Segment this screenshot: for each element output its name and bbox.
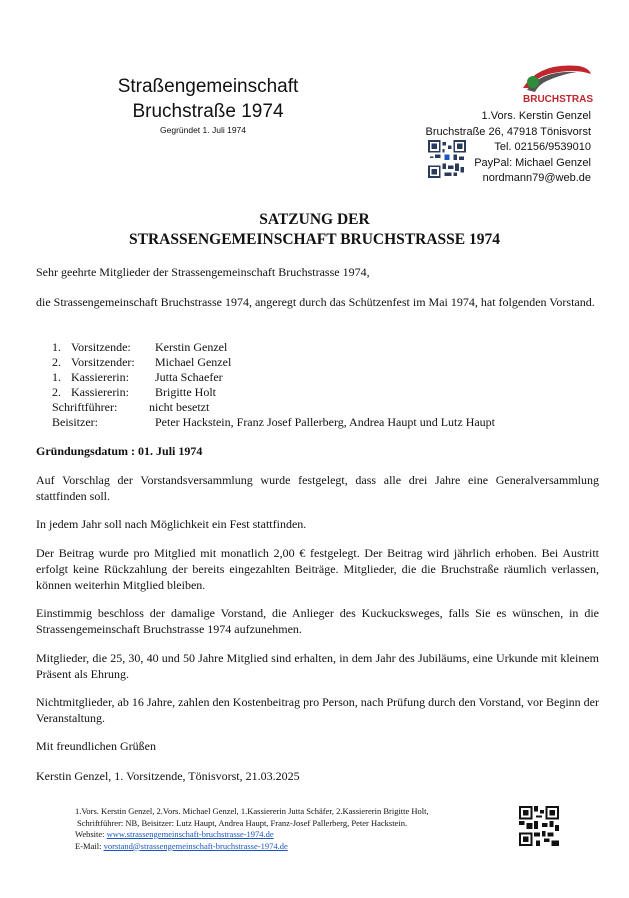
org-name-line1: Straßengemeinschaft [117, 76, 299, 97]
board-name: Kerstin Genzel [155, 340, 228, 354]
board-name: nicht besetzt [149, 400, 210, 414]
website-link[interactable]: www.strassengemeinschaft-bruchstrasse-1974.de [106, 829, 274, 839]
board-number: 2. [52, 385, 61, 399]
board-number: 1. [52, 370, 61, 384]
paragraph-general-assembly: Auf Vorschlag der Vorstandsversammlung wurde festgelegt, dass alle drei Jahre eine Generalversammlung stattfinden soll. [36, 473, 599, 503]
footer [75, 806, 429, 852]
founded-date: Gegründet 1. Juli 1974 [160, 125, 247, 135]
intro-paragraph: die Strassengemeinschaft Bruchstrasse 1974, angeregt durch das Schützenfest im Mai 1974, hat folgenden Vorstand. [36, 295, 595, 309]
email-link[interactable]: vorstand@strassengemeinschaft-bruchstrasse-1974.de [103, 840, 288, 851]
greeting: Sehr geehrte Mitglieder der Strassengemeinschaft Bruchstrasse 1974, [36, 265, 370, 279]
board-row [52, 355, 495, 370]
board-number: 2. [52, 355, 61, 369]
board-name: Jutta Schaefer [155, 370, 223, 384]
footer-email [75, 841, 429, 853]
board-list [52, 340, 495, 430]
board-role: Vorsitzende: [71, 340, 131, 354]
board-role: Kassiererin: [71, 370, 129, 384]
footer-line2: Schriftführer: NB, Beisitzer: Lutz Haupt, Andrea Haupt, Franz-Josef Pallerberg, Peter Hackstein. [77, 817, 408, 828]
board-row [52, 400, 495, 415]
website-label: Website: [75, 829, 107, 839]
board-name: Peter Hackstein, Franz Josef Pallerberg, Andrea Haupt und Lutz Haupt [155, 415, 496, 429]
document-title [0, 210, 629, 250]
paragraph-festival: In jedem Jahr soll nach Möglichkeit ein Fest stattfinden. [36, 517, 307, 531]
board-number: 1. [52, 340, 61, 354]
qr-code-icon [519, 806, 559, 846]
footer-website [75, 829, 429, 841]
board-role: Vorsitzender: [71, 355, 135, 369]
board-row [52, 340, 495, 355]
board-name: Michael Genzel [155, 355, 232, 369]
paragraph-kuckucksweg: Einstimmig beschloss der damalige Vorstand, die Anlieger des Kuckucksweges, falls Sie es wünschen, in die Strassengemeinschaft Bruchstrasse 1974 aufzunehmen. [36, 606, 599, 636]
founding-date: Gründungsdatum : 01. Juli 1974 [36, 444, 203, 458]
paragraph-fee: Der Beitrag wurde pro Mitglied mit monatlich 2,00 € festgelegt. Der Beitrag wird jährlich erhoben. Bei Austritt erfolgt keine Rückzahlung der bereits eingezahlten Beiträge. Mitglieder, die die Bruchstraße räumlich verlassen, können weiterhin Mitglied bleiben. [36, 546, 599, 592]
qr-code-icon [428, 140, 466, 178]
contact-paypal: PayPal: Michael Genzel [474, 156, 591, 169]
organization-name [113, 74, 303, 124]
board-row [52, 385, 495, 400]
board-row [52, 415, 495, 430]
board-role: Schriftführer: [52, 400, 118, 414]
board-role: Beisitzer: [52, 415, 98, 429]
logo-text: BRUCHSTRAS [523, 94, 593, 104]
paragraph-non-members: Nichtmitglieder, ab 16 Jahre, zahlen den Kostenbeitrag pro Person, nach Prüfung durch den Vorstand, vor Beginn der Veranstaltung. [36, 695, 599, 725]
signature: Kerstin Genzel, 1. Vorsitzende, Tönisvorst, 21.03.2025 [36, 769, 300, 783]
closing: Mit freundlichen Grüßen [36, 739, 156, 753]
board-name: Brigitte Holt [155, 385, 216, 399]
footer-line1: 1.Vors. Kerstin Genzel, 2.Vors. Michael Genzel, 1.Kassiererin Jutta Schäfer, 2.Kassiererin Brigitte Holt, [75, 806, 429, 816]
title-line1: SATZUNG DER [259, 211, 370, 228]
org-name-line2: Bruchstraße 1974 [132, 101, 284, 122]
road-logo-icon [519, 58, 593, 104]
contact-phone: Tel. 02156/9539010 [494, 141, 591, 153]
paragraph-anniversary: Mitglieder, die 25, 30, 40 und 50 Jahre Mitglied sind erhalten, in dem Jahr des Jubiläums, eine Urkunde mit kleinem Präsent als Ehrung. [36, 651, 599, 681]
board-row [52, 370, 495, 385]
board-role: Kassiererin: [71, 385, 129, 399]
contact-email: nordmann79@web.de [482, 172, 591, 184]
contact-chair: 1.Vors. Kerstin Genzel [481, 110, 591, 122]
title-line2: STRASSENGEMEINSCHAFT BRUCHSTRASSE 1974 [129, 231, 500, 248]
email-label: E-Mail: [75, 840, 104, 851]
contact-address: Bruchstraße 26, 47918 Tönisvorst [425, 125, 591, 138]
